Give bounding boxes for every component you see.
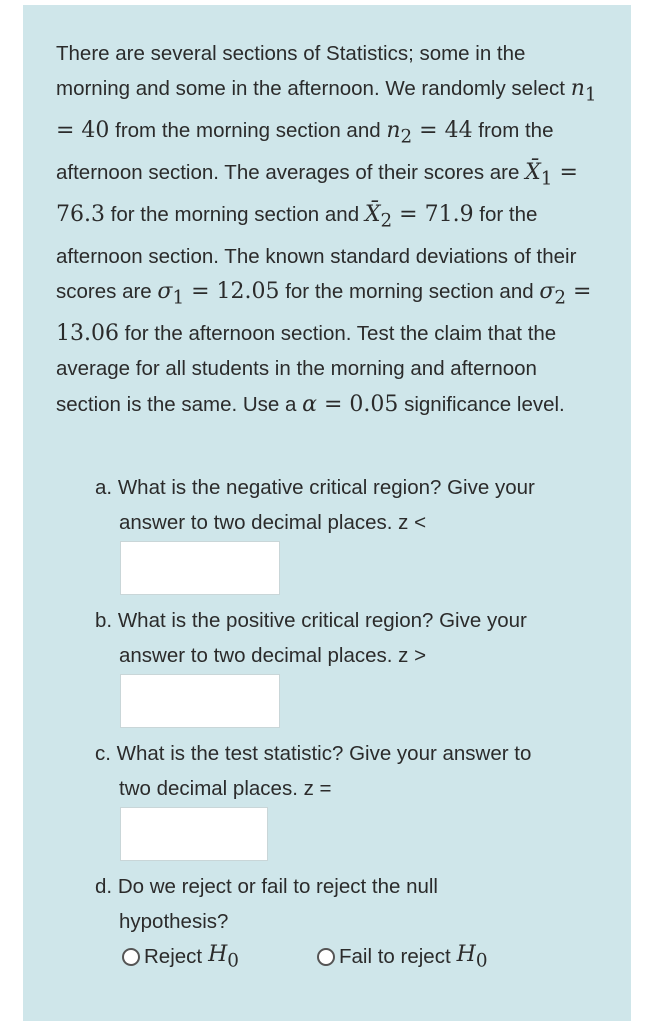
intro-text-5: for the afternoon section. The known standard deviations of their scores are bbox=[56, 202, 577, 303]
n2-expression: $n_2 = 44$ bbox=[386, 118, 473, 148]
fail-radio[interactable] bbox=[317, 948, 335, 966]
question-a-marker: a. bbox=[95, 476, 113, 499]
question-a bbox=[95, 470, 605, 540]
sigma2-expression: $\sigma_2 = 13.06$ bbox=[56, 279, 592, 346]
reject-label[interactable]: Reject bbox=[144, 945, 203, 968]
answer-b-input[interactable] bbox=[121, 675, 279, 727]
question-d-line2: hypothesis? bbox=[119, 910, 229, 933]
intro-text-2: from the morning section and bbox=[109, 119, 387, 143]
question-b-line2: answer to two decimal places. z > bbox=[119, 644, 427, 667]
intro-text-4: for the morning section and bbox=[104, 202, 365, 226]
alpha-expression: α = 0.05 bbox=[302, 391, 399, 417]
n1-expression: $n_1 = 40$ bbox=[56, 76, 597, 144]
sigma1-expression: $\sigma_1 = 12.05$ bbox=[157, 279, 280, 309]
answer-a-input[interactable] bbox=[121, 542, 279, 594]
intro-text-6: for the morning section and bbox=[279, 280, 540, 303]
intro-text-3: from the afternoon section. The averages of their scores are bbox=[56, 119, 554, 184]
problem-statement bbox=[56, 36, 601, 422]
question-b-line1: What is the positive critical region? Give your bbox=[117, 609, 527, 632]
answer-c-input[interactable] bbox=[121, 808, 267, 860]
answer-b-box[interactable] bbox=[120, 674, 280, 728]
x1-expression: $X̄_1 = 76.3$ bbox=[56, 160, 578, 227]
x2-expression: $X̄_2 = 71.9$ bbox=[364, 201, 474, 232]
fail-h0: $H_0$ bbox=[456, 942, 488, 972]
question-a-line1: What is the negative critical region? Give your bbox=[117, 476, 535, 499]
reject-radio[interactable] bbox=[122, 948, 140, 966]
answer-a-box[interactable] bbox=[120, 541, 280, 595]
option-reject[interactable] bbox=[122, 940, 239, 974]
question-c bbox=[95, 736, 605, 806]
question-a-line2: answer to two decimal places. z < bbox=[119, 511, 427, 534]
question-d-marker: d. bbox=[95, 875, 113, 898]
fail-label[interactable]: Fail to reject bbox=[339, 945, 451, 968]
question-c-marker: c. bbox=[95, 742, 111, 765]
question-d-line1: Do we reject or fail to reject the null bbox=[117, 875, 438, 898]
question-c-line1: What is the test statistic? Give your answer to bbox=[116, 742, 532, 765]
question-d bbox=[95, 869, 605, 939]
option-fail-to-reject[interactable] bbox=[317, 940, 488, 974]
question-b bbox=[95, 603, 605, 673]
intro-text-8: significance level. bbox=[398, 392, 565, 416]
answer-c-box[interactable] bbox=[120, 807, 268, 861]
reject-h0: $H_0$ bbox=[208, 942, 239, 972]
question-c-line2: two decimal places. z = bbox=[119, 777, 332, 800]
intro-text-1: There are several sections of Statistics; some in the morning and some in the afternoon. We randomly select bbox=[56, 42, 571, 101]
question-b-marker: b. bbox=[95, 609, 113, 632]
intro-text-7: for the afternoon section. Test the claim that the average for all students in the morning and afternoon section is the same. Use a bbox=[56, 321, 557, 416]
